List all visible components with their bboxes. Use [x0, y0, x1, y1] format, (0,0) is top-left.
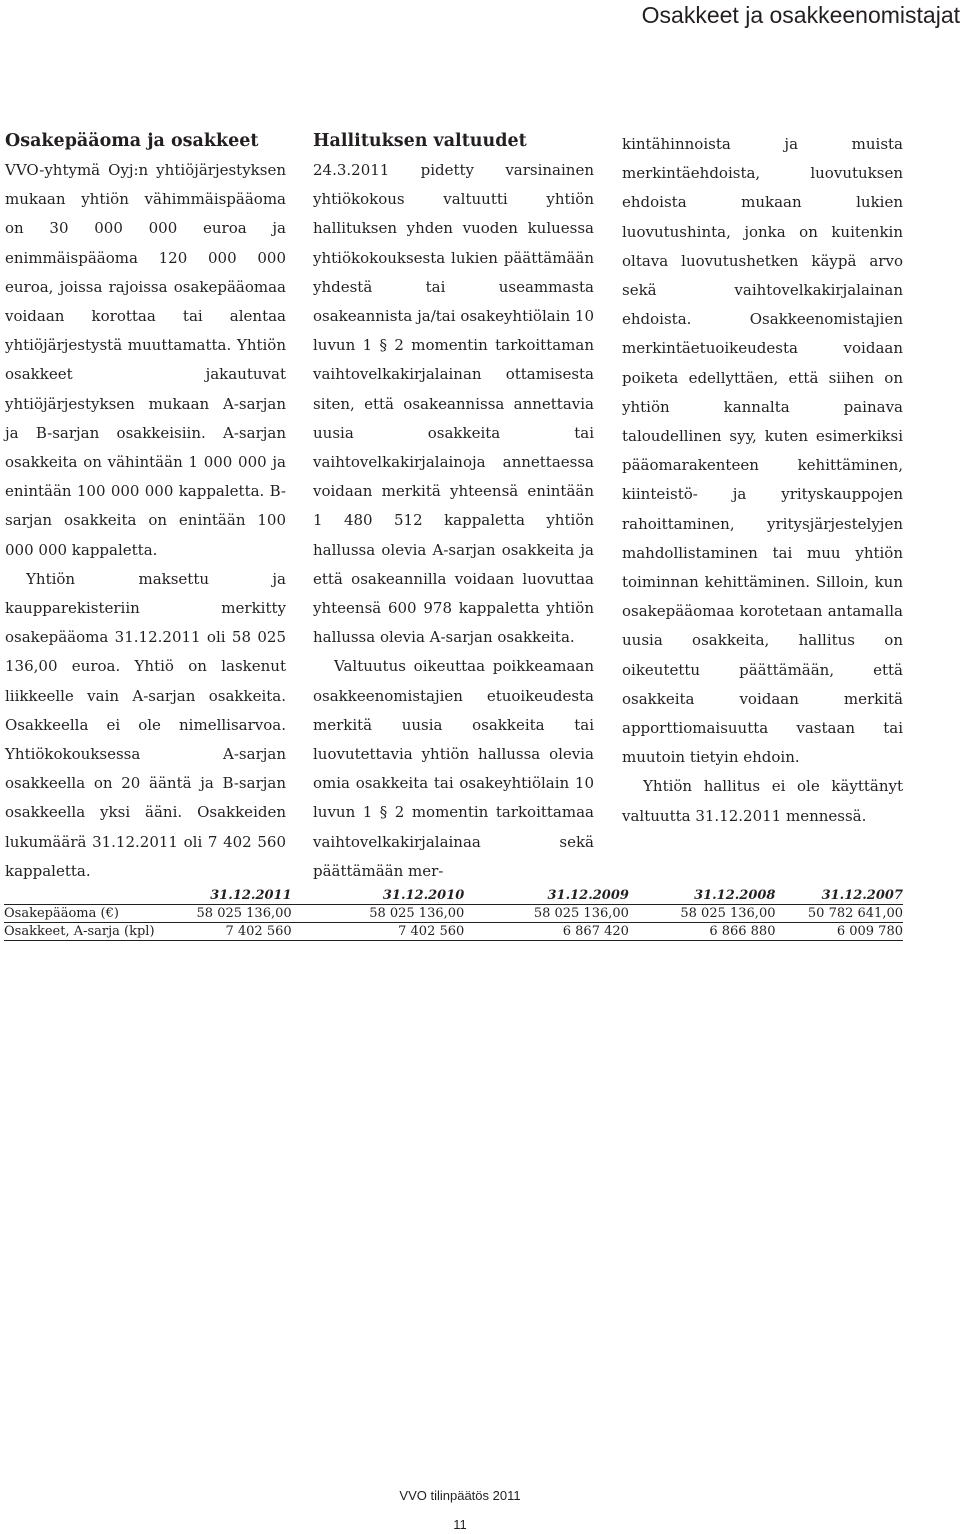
- table-cell: 58 025 136,00: [464, 905, 629, 923]
- table-header-row: [4, 886, 903, 905]
- page-header-title: Osakkeet ja osakkeenomistajat: [641, 2, 960, 28]
- table-cell: 58 025 136,00: [155, 905, 292, 923]
- column-continuation: [622, 130, 903, 831]
- table-header-cell: [4, 886, 155, 905]
- paragraph: 24.3.2011 pidetty varsinainen yhtiökokous valtuutti yhtiön hallituksen yhden vuoden kuluessa yhtiökokouksesta lukien päättämään yhdestä tai useammasta osakeannista ja/tai osakeyhtiölain 10 luvun 1 § 2 momentin tarkoittaman vaihtovelkakirjalainan ottamisesta siten, että osakeannissa annettavia uusia osakkeita tai vaihtovelkakirjalainoja annettaessa voidaan merkitä yhteensä enintään 1 480 512 kappaletta yhtiön hallussa olevia A-sarjan osakkeita ja että osakeannilla voidaan luovuttaa yhteensä 600 978 kappaletta yhtiön hallussa olevia A-sarjan osakkeita.: [313, 161, 595, 647]
- table-header-cell: 31.12.2011: [155, 886, 292, 905]
- section-heading-share-capital: Osakepääoma ja osakkeet: [5, 131, 259, 151]
- table-cell: 7 402 560: [292, 923, 465, 941]
- table-cell: 58 025 136,00: [629, 905, 776, 923]
- table-cell: 58 025 136,00: [292, 905, 465, 923]
- share-capital-table: [4, 886, 903, 941]
- table-row-label: Osakepääoma (€): [4, 905, 155, 923]
- table-cell: 50 782 641,00: [775, 905, 903, 923]
- page-number: 11: [453, 1517, 467, 1532]
- paragraph: Yhtiön hallitus ei ole käyttänyt valtuutta 31.12.2011 mennessä.: [622, 777, 903, 825]
- paragraph: Valtuutus oikeuttaa poikkeamaan osakkeenomistajien etuoikeudesta merkitä uusia osakkeita tai luovutettavia yhtiön hallussa olevia omia osakkeita tai osakeyhtiölain 10 luvun 1 § 2 momentin tarkoittamaa vaihtovelkakirjalainaa sekä päättämään mer-: [313, 657, 594, 880]
- section-heading-board-authorizations: Hallituksen valtuudet: [313, 131, 527, 151]
- paragraph: VVO-yhtymä Oyj:n yhtiöjärjestyksen mukaan yhtiön vähimmäispääoma on 30 000 000 euroa ja enimmäispääoma 120 000 000 euroa, joissa rajoissa osakepääomaa voidaan korottaa tai alentaa yhtiöjärjestystä muuttamatta. Yhtiön osakkeet jakautuvat yhtiöjärjestyksen mukaan A-sarjan ja B-sarjan osakkeisiin. A-sarjan osakkeita on vähintään 1 000 000 ja enintään 100 000 000 kappaletta. B-sarjan osakkeita on enintään 100 000 000 kappaletta.: [5, 161, 286, 559]
- table-cell: 7 402 560: [155, 923, 292, 941]
- table-header-cell: 31.12.2007: [775, 886, 903, 905]
- table-header-cell: 31.12.2008: [629, 886, 776, 905]
- table-header-cell: 31.12.2010: [292, 886, 465, 905]
- table-row: [4, 905, 903, 923]
- table-cell: 6 867 420: [464, 923, 629, 941]
- column-share-capital: [5, 128, 286, 886]
- paragraph: Yhtiön maksettu ja kaupparekisteriin merkitty osakepääoma 31.12.2011 oli 58 025 136,00 euroa. Yhtiö on laskenut liikkeelle vain A-sarjan osakkeita. Osakkeella ei ole nimellisarvoa. Yhtiökokouksessa A-sarjan osakkeella on 20 ääntä ja B-sarjan osakkeella yksi ääni. Osakkeiden lukumäärä 31.12.2011 oli 7 402 560 kappaletta.: [5, 569, 286, 880]
- table-row: [4, 923, 903, 941]
- footer-report-title: VVO tilinpäätös 2011: [399, 1488, 521, 1503]
- table-cell: 6 009 780: [775, 923, 903, 941]
- table-header-cell: 31.12.2009: [464, 886, 629, 905]
- paragraph: kintähinnoista ja muista merkintäehdoista, luovutuksen ehdoista mukaan lukien luovutushinta, jonka on kuitenkin oltava luovutushetken käypä arvo sekä vaihtovelkakirjalainan ehdoista. Osakkeenomistajien merkintäetuoikeudesta voidaan poiketa edellyttäen, että siihen on yhtiön kannalta painava taloudellinen syy, kuten esimerkiksi pääomarakenteen kehittäminen, kiinteistö- ja yrityskauppojen rahoittaminen, yritysjärjestelyjen mahdollistaminen tai muu yhtiön toiminnan kehittäminen. Silloin, kun osakepääomaa korotetaan antamalla uusia osakkeita, hallitus on oikeutettu päättämään, että osakkeita voidaan merkitä apporttiomaisuutta vastaan tai muutoin tietyin ehdoin.: [622, 135, 903, 767]
- table-row-label: Osakkeet, A-sarja (kpl): [4, 924, 155, 939]
- column-board-authorizations: [313, 128, 594, 886]
- table-cell: 6 866 880: [629, 923, 776, 941]
